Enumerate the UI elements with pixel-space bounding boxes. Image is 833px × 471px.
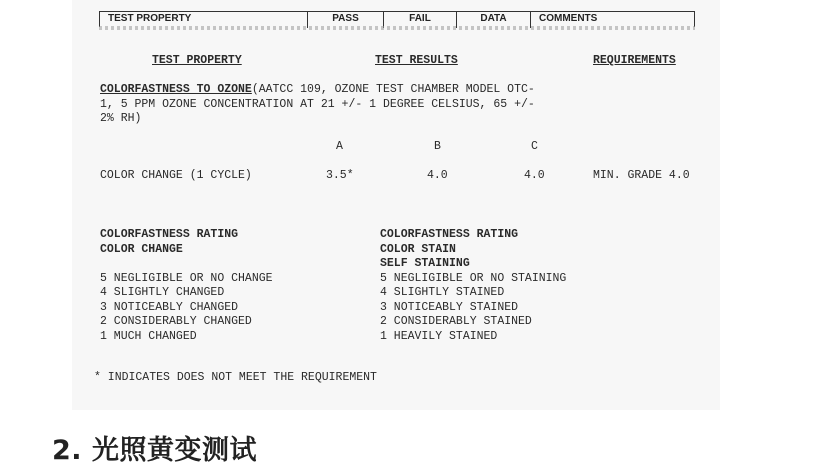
- rating-change-subtitle: COLOR CHANGE: [100, 242, 183, 256]
- rating-change-title: COLORFASTNESS RATING: [100, 228, 239, 241]
- result-row-label: COLOR CHANGE (1 CYCLE): [100, 169, 252, 182]
- test-description-line-3: 2% RH): [100, 112, 142, 125]
- test-method: (AATCC 109, OZONE TEST CHAMBER MODEL OTC-: [251, 83, 535, 96]
- result-requirement: MIN. GRADE 4.0: [593, 169, 690, 182]
- rating-stain-title: COLORFASTNESS RATING: [380, 228, 519, 241]
- rating-change-item: 5 NEGLIGIBLE OR NO CHANGE: [100, 271, 273, 285]
- result-value-c: 4.0: [524, 169, 545, 182]
- rating-stain-item: 5 NEGLIGIBLE OR NO STAINING: [380, 271, 567, 285]
- rating-stain-item: 1 HEAVILY STAINED: [380, 329, 498, 343]
- rating-change-item: 4 SLIGHTLY CHANGED: [100, 286, 225, 299]
- rating-change-item: 2 CONSIDERABLY CHANGED: [100, 315, 252, 328]
- header-test-results: TEST RESULTS: [375, 54, 458, 67]
- section-heading: 2. 光照黄变测试: [52, 435, 257, 466]
- sample-column-b: B: [434, 140, 441, 153]
- table-header-test-property: TEST PROPERTY: [108, 13, 192, 24]
- rating-change-item: 1 MUCH CHANGED: [100, 329, 197, 343]
- result-value-a: 3.5*: [326, 169, 354, 182]
- table-header-fail: FAIL: [383, 12, 456, 28]
- header-requirements: REQUIREMENTS: [593, 54, 676, 67]
- cut-off-table-row: [99, 26, 695, 30]
- rating-stain-subtitle-2: SELF STAINING: [380, 257, 470, 270]
- table-header-data: DATA: [456, 12, 530, 28]
- sample-column-c: C: [531, 140, 538, 153]
- rating-stain-subtitle: COLOR STAIN: [380, 242, 456, 256]
- test-name: COLORFASTNESS TO OZONE: [100, 83, 252, 96]
- footnote: * INDICATES DOES NOT MEET THE REQUIREMENT: [94, 371, 377, 384]
- table-header-pass: PASS: [307, 12, 383, 28]
- rating-stain-item: 4 SLIGHTLY STAINED: [380, 286, 505, 299]
- header-test-property: TEST PROPERTY: [152, 54, 242, 67]
- test-description-line-1: [100, 83, 535, 98]
- summary-table-header: [99, 11, 695, 27]
- rating-stain-item: 2 CONSIDERABLY STAINED: [380, 315, 532, 328]
- rating-change-item: 3 NOTICEABLY CHANGED: [100, 300, 239, 314]
- sample-column-a: A: [336, 140, 343, 153]
- test-description-line-2: 1, 5 PPM OZONE CONCENTRATION AT 21 +/- 1 DEGREE CELSIUS, 65 +/-: [100, 97, 535, 111]
- table-header-comments: COMMENTS: [530, 12, 696, 28]
- rating-stain-item: 3 NOTICEABLY STAINED: [380, 300, 519, 314]
- result-value-b: 4.0: [427, 169, 448, 182]
